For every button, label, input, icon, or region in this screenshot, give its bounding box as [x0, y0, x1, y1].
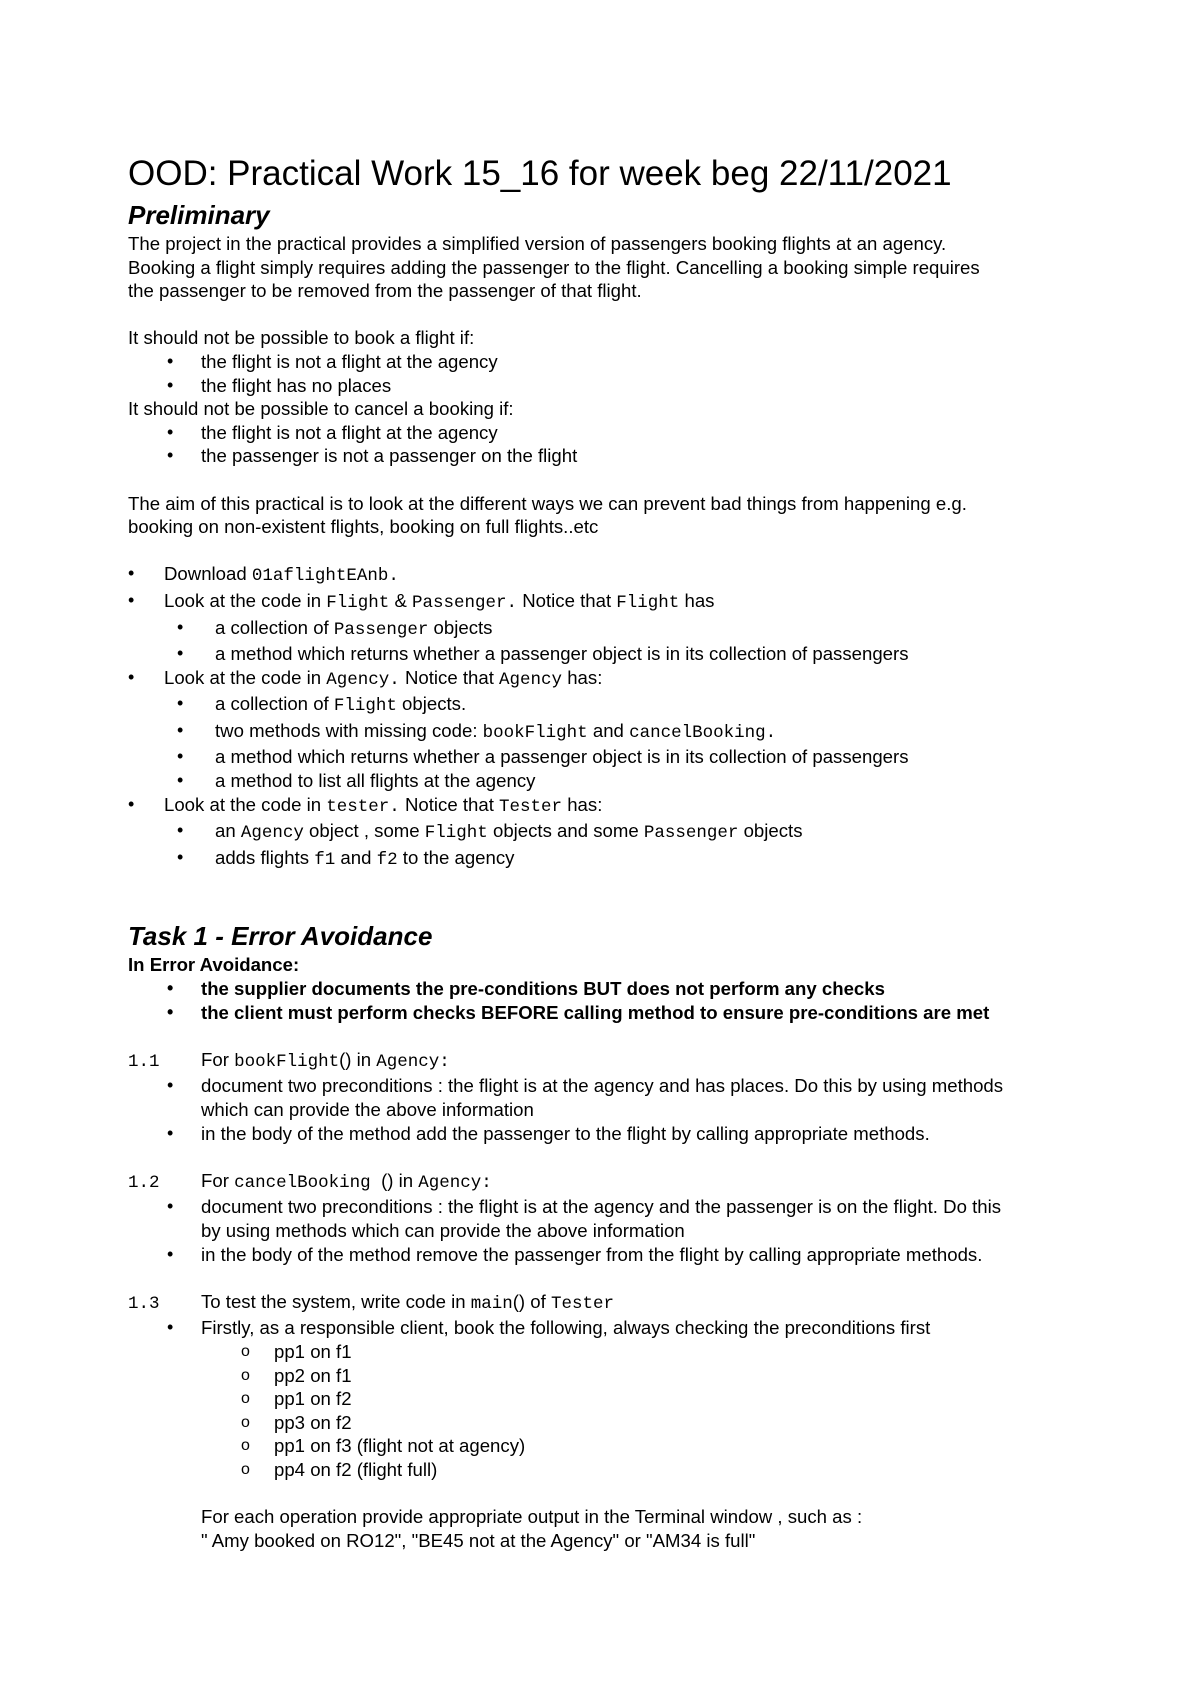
list-item: • the flight is not a flight at the agency	[128, 421, 1088, 445]
code-text: bookFlight	[482, 722, 588, 743]
code-text: Agency:	[418, 1172, 492, 1193]
section-1-2: 1.2 For cancelBooking () in Agency:	[128, 1169, 1088, 1196]
list-item: • a collection of Passenger objects	[128, 616, 1088, 643]
section-number: 1.3	[128, 1293, 160, 1314]
page-title: OOD: Practical Work 15_16 for week beg 22/11/2021	[128, 154, 952, 193]
code-text: Flight	[616, 592, 680, 613]
intro-line-3: the passenger to be removed from the passenger of that flight.	[128, 280, 642, 302]
task1-rules	[128, 977, 1088, 1024]
code-text: main	[470, 1293, 513, 1314]
list-item: • Look at the code in Agency. Notice that Agency has:	[128, 666, 1088, 693]
task1-heading: Task 1 - Error Avoidance	[128, 921, 433, 952]
aim-line-2: booking on non-existent flights, booking on full flights..etc	[128, 516, 599, 538]
bookings-list	[128, 1340, 1088, 1482]
intro-line-1: The project in the practical provides a simplified version of passengers booking flights at an agency.	[128, 233, 947, 254]
document-page	[128, 150, 1088, 1552]
list-item: • the supplier documents the pre-conditions BUT does not perform any checks	[128, 977, 1088, 1001]
list-item: • a collection of Flight objects.	[128, 692, 1088, 719]
code-text: Flight	[424, 823, 488, 844]
list-item: o pp3 on f2	[128, 1411, 1088, 1435]
code-text: Agency.	[326, 669, 400, 690]
list-item: • two methods with missing code: bookFlight and cancelBooking.	[128, 719, 1088, 746]
section-number: 1.1	[128, 1051, 160, 1072]
code-text: 01aflightEAnb.	[251, 566, 399, 587]
steps-sublist	[128, 692, 1088, 792]
code-text: Agency:	[376, 1051, 450, 1072]
code-text: cancelBooking.	[629, 722, 777, 743]
section-1-1-list	[128, 1074, 1088, 1145]
list-item: • adds flights f1 and f2 to the agency	[128, 846, 1088, 873]
list-item: • document two preconditions : the flight is at the agency and has places. Do this by using methods which can provide the above information	[128, 1074, 1088, 1121]
code-text: f1	[314, 849, 336, 870]
list-item: • an Agency object , some Flight objects and some Passenger objects	[128, 819, 1088, 846]
code-text: cancelBooking	[234, 1172, 382, 1193]
list-item: • Download 01aflightEAnb.	[128, 562, 1088, 589]
preliminary-heading: Preliminary	[128, 200, 270, 230]
output-instruction: For each operation provide appropriate output in the Terminal window , such as :	[201, 1506, 863, 1528]
list-item: • in the body of the method remove the passenger from the flight by calling appropriate methods.	[128, 1243, 1088, 1267]
list-item: o pp4 on f2 (flight full)	[128, 1458, 1088, 1482]
list-item: • Look at the code in Flight & Passenger. Notice that Flight has	[128, 589, 1088, 616]
book-rule: It should not be possible to book a flight if:	[128, 327, 475, 349]
section-1-1: 1.1 For bookFlight() in Agency:	[128, 1048, 1088, 1075]
intro-line-2: Booking a flight simply requires adding the passenger to the flight. Cancelling a booking simple requires	[128, 256, 980, 278]
section-number: 1.2	[128, 1172, 160, 1193]
task1-subheading: In Error Avoidance:	[128, 954, 300, 976]
steps-list	[128, 666, 1088, 693]
code-text: bookFlight	[234, 1051, 340, 1072]
cancel-rule-list	[128, 421, 1088, 468]
code-text: f2	[376, 849, 398, 870]
steps-list	[128, 793, 1088, 820]
section-1-3: 1.3 To test the system, write code in main() of Tester	[128, 1290, 1088, 1317]
code-text: Agency	[240, 823, 304, 844]
list-item: • in the body of the method add the passenger to the flight by calling appropriate methods.	[128, 1122, 1088, 1146]
code-text: Passenger	[333, 619, 429, 640]
code-text: Passenger	[643, 823, 739, 844]
code-text: Flight	[333, 696, 397, 717]
code-text: Agency	[499, 669, 563, 690]
code-text: tester.	[326, 796, 400, 817]
list-item: • the flight is not a flight at the agency	[128, 350, 1088, 374]
section-1-3-list	[128, 1316, 1088, 1340]
list-item: o pp1 on f1	[128, 1340, 1088, 1364]
list-item: • a method which returns whether a passenger object is in its collection of passengers	[128, 745, 1088, 769]
steps-sublist	[128, 616, 1088, 666]
section-1-2-list	[128, 1195, 1088, 1266]
cancel-rule: It should not be possible to cancel a booking if:	[128, 398, 514, 420]
list-item: • the client must perform checks BEFORE calling method to ensure pre-conditions are met	[128, 1001, 1088, 1025]
list-item: o pp1 on f3 (flight not at agency)	[128, 1434, 1088, 1458]
list-item: • a method which returns whether a passenger object is in its collection of passengers	[128, 642, 1088, 666]
code-text: Passenger.	[412, 592, 518, 613]
code-text: Flight	[326, 592, 390, 613]
list-item: • document two preconditions : the flight is at the agency and the passenger is on the flight. Do this by using methods which can provide the above information	[128, 1195, 1088, 1242]
output-examples: " Amy booked on RO12", "BE45 not at the Agency" or "AM34 is full"	[201, 1529, 756, 1551]
aim-line-1: The aim of this practical is to look at the different ways we can prevent bad things from happening e.g.	[128, 492, 967, 514]
steps-sublist	[128, 819, 1088, 872]
list-item: o pp1 on f2	[128, 1387, 1088, 1411]
code-text: Tester	[499, 796, 563, 817]
code-text: Tester	[550, 1293, 614, 1314]
list-item: • Look at the code in tester. Notice that Tester has:	[128, 793, 1088, 820]
book-rule-list	[128, 350, 1088, 397]
steps-list	[128, 562, 1088, 615]
list-item: o pp2 on f1	[128, 1364, 1088, 1388]
list-item: • the passenger is not a passenger on the flight	[128, 444, 1088, 468]
list-item: • Firstly, as a responsible client, book the following, always checking the preconditions first	[128, 1316, 1088, 1340]
list-item: • the flight has no places	[128, 374, 1088, 398]
list-item: • a method to list all flights at the agency	[128, 769, 1088, 793]
